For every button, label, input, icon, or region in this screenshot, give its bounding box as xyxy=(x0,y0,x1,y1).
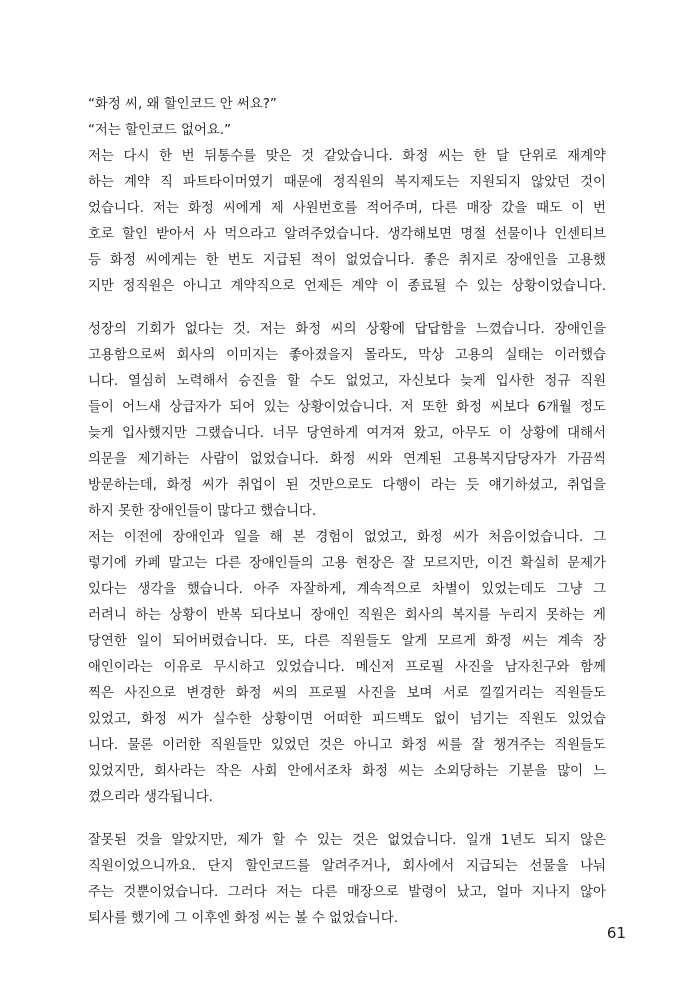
text-line: 있다는 생각을 했습니다. 아주 자잘하게, 계속적으로 차별이 있었는데도 그냥 그 xyxy=(88,582,606,597)
text-line: 성장의 기회가 없다는 것. 저는 화정 씨의 상황에 답답함을 느꼈습니다. 장애인을 xyxy=(88,322,606,337)
text-line: “저는 할인코드 없어요.” xyxy=(88,123,232,138)
text-line: 직원이었으니까요. 단지 할인코드를 알려주거나, 회사에서 지급되는 선물을 나눠 xyxy=(88,859,606,874)
text-line: 꼈으리라 생각됩니다. xyxy=(88,790,213,805)
text-line: 하지 못한 장애인들이 많다고 했습니다. xyxy=(88,504,317,519)
text-line: 저는 이전에 장애인과 일을 해 본 경험이 없었고, 화정 씨가 처음이었습니다. 그 xyxy=(88,530,606,545)
text-line: 하는 계약 직 파트타이머였기 때문에 정직원의 복지제도는 지원되지 않았던 것이 xyxy=(88,175,606,190)
text-line: 지만 정직원은 아니고 계약직으로 언제든 계약 이 종료될 수 있는 상황이었습니다. xyxy=(88,279,606,294)
text-line: 니다. 물론 이러한 직원들만 있었던 것은 아니고 화정 씨를 잘 챙겨주는 직원들도 xyxy=(88,738,606,753)
body-text xyxy=(88,92,606,932)
text-line: 잘못된 것을 알았지만, 제가 할 수 있는 것은 없었습니다. 일개 1년도 되지 않은 xyxy=(88,833,606,848)
text-line: 애인이라는 이유로 무시하고 있었습니다. 메신저 프로필 사진을 남자친구와 함께 xyxy=(88,660,606,675)
text-line: 주는 것뿐이었습니다. 그러다 저는 다른 매장으로 발령이 났고, 얼마 지나지 않아 xyxy=(88,885,606,900)
text-line: 있었지만, 회사라는 작은 사회 안에서조차 화정 씨는 소외당하는 기분을 많이 느 xyxy=(88,764,606,779)
text-line: 방문하는데, 화정 씨가 취업이 된 것만으로도 다행이 라는 듯 얘기하셨고, 취업을 xyxy=(88,478,606,493)
text-line: 퇴사를 했기에 그 이후엔 화정 씨는 볼 수 없었습니다. xyxy=(88,911,398,926)
text-line: 었습니다. 저는 화정 씨에게 제 사원번호를 적어주며, 다른 매장 갔을 때도 이 번 xyxy=(88,201,606,216)
text-line: 당연한 일이 되어버렸습니다. 또, 다른 직원들도 알게 모르게 화정 씨는 계속 장 xyxy=(88,634,606,649)
text-line: 의문을 제기하는 사람이 없었습니다. 화정 씨와 연계된 고용복지담당자가 가끔씩 xyxy=(88,452,606,467)
text-line: 고용함으로써 회사의 이미지는 좋아졌을지 몰라도, 막상 고용의 실태는 이러했습 xyxy=(88,348,606,363)
text-line: 늦게 입사했지만 그랬습니다. 너무 당연하게 여겨져 왔고, 아무도 이 상황에 대해서 xyxy=(88,426,606,441)
text-line: 호로 할인 받아서 사 먹으라고 알려주었습니다. 생각해보면 명절 선물이나 인센티브 xyxy=(88,227,606,242)
paragraph-gap xyxy=(88,811,606,828)
text-line: 니다. 열심히 노력해서 승진을 할 수도 없었고, 자신보다 늦게 입사한 정규 직원 xyxy=(88,374,606,389)
text-line: 렇기에 카페 말고는 다른 장애인들의 고용 현장은 잘 모르지만, 이건 확실히 문제가 xyxy=(88,556,606,571)
text-line: “화정 씨, 왜 할인코드 안 써요?” xyxy=(88,97,277,112)
page-number: 61 xyxy=(606,924,626,942)
text-line: 들이 어느새 상급자가 되어 있는 상황이었습니다. 저 또한 화정 씨보다 6개월 정도 xyxy=(88,400,606,415)
text-line: 러려니 하는 상황이 반복 되다보니 장애인 직원은 회사의 복지를 누리지 못하는 게 xyxy=(88,608,606,623)
paragraph-gap xyxy=(88,300,606,317)
text-line: 있었고, 화정 씨가 실수한 상황이면 어떠한 피드백도 없이 넘기는 직원도 있었습 xyxy=(88,712,606,727)
text-line: 저는 다시 한 번 뒤통수를 맞은 것 같았습니다. 화정 씨는 한 달 단위로 재계약 xyxy=(88,149,606,164)
text-line: 찍은 사진으로 변경한 화정 씨의 프로필 사진을 보며 서로 낄낄거리는 직원들도 xyxy=(88,686,606,701)
text-line: 등 화정 씨에게는 한 번도 지급된 적이 없었습니다. 좋은 취지로 장애인을 고용했 xyxy=(88,253,606,268)
